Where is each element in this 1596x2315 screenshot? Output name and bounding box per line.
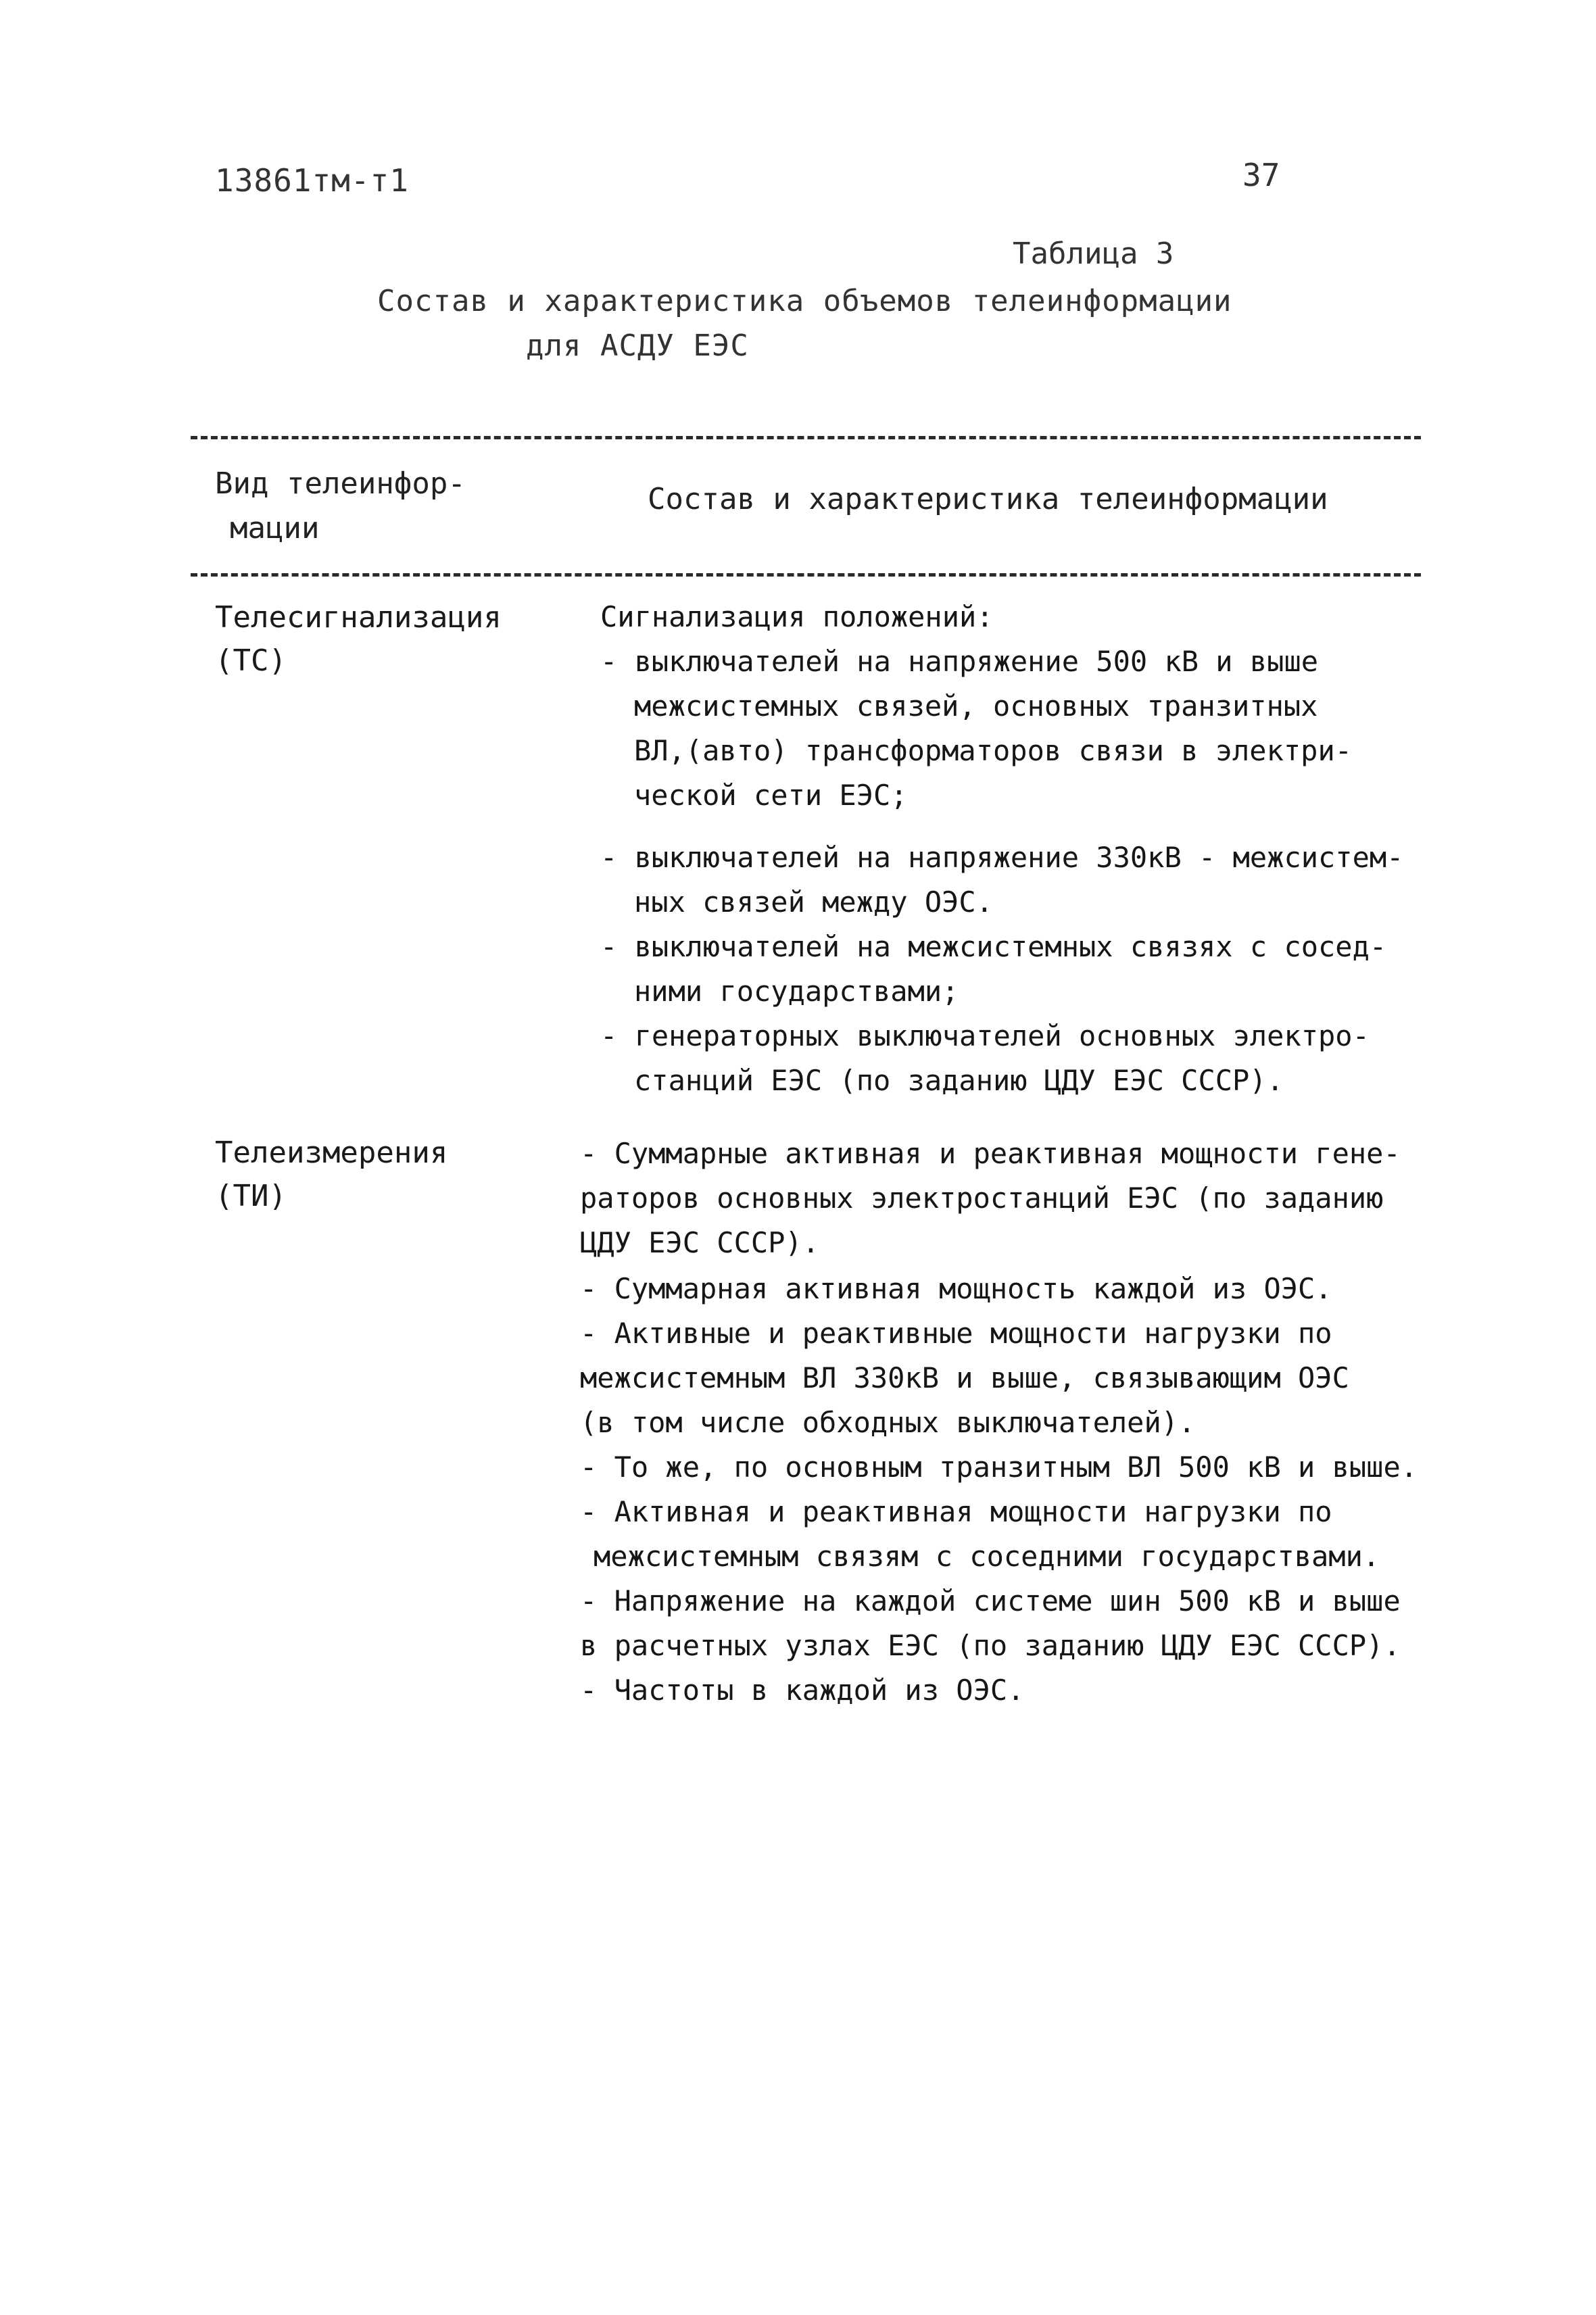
table-caption-line-2: для АСДУ ЕЭС <box>526 328 749 363</box>
row-ti-line: ЦДУ ЕЭС СССР). <box>580 1226 820 1259</box>
row-ts-line: станций ЕЭС (по заданию ЦДУ ЕЭС СССР). <box>634 1064 1284 1097</box>
row-ti-line: в расчетных узлах ЕЭС (по заданию ЦДУ ЕЭС СССР). <box>580 1629 1401 1662</box>
row-ts-line: - выключателей на напряжение 500 кВ и выше <box>600 645 1319 678</box>
row-ts-line: - выключателей на межсистемных связях с сосед- <box>600 930 1387 963</box>
column-header-type-line-2: мации <box>230 511 320 545</box>
row-ti-line: - Активные и реактивные мощности нагрузки по <box>580 1317 1332 1350</box>
row-ts-line: Сигнализация положений: <box>600 600 994 633</box>
row-ti-line: (в том числе обходных выключателей). <box>580 1406 1196 1439</box>
table-caption-line-1: Состав и характеристика объемов телеинформации <box>377 284 1232 318</box>
row-ts-line: ческой сети ЕЭС; <box>634 779 908 812</box>
column-header-description: Состав и характеристика телеинформации <box>648 482 1328 516</box>
row-ti-line: - Частоты в каждой из ОЭС. <box>580 1674 1025 1707</box>
column-header-type-line-1: Вид телеинфор- <box>215 466 466 501</box>
row-ts-line: межсистемных связей, основных транзитных <box>634 689 1318 723</box>
row-ti-type-line-2: (ТИ) <box>215 1179 287 1213</box>
row-ts-line: ними государствами; <box>634 975 959 1008</box>
table-header-rule <box>191 573 1421 577</box>
row-ts-line: ных связей между ОЭС. <box>634 885 994 919</box>
row-ts-line: - генераторных выключателей основных электро- <box>600 1019 1370 1052</box>
row-ts-line: - выключателей на напряжение 330кВ - межсистем- <box>600 841 1404 874</box>
row-ts-type-line-1: Телесигнализация <box>215 600 502 635</box>
row-ti-line: межсистемным ВЛ 330кВ и выше, связывающим ОЭС <box>580 1361 1349 1394</box>
table-number: Таблица 3 <box>1013 237 1174 271</box>
row-ti-line: межсистемным связям с соседними государствами. <box>594 1540 1380 1573</box>
table-top-rule <box>191 436 1421 439</box>
row-ti-type-line-1: Телеизмерения <box>215 1136 448 1170</box>
row-ti-line: - Суммарная активная мощность каждой из ОЭС. <box>580 1272 1332 1305</box>
row-ts-line: ВЛ,(авто) трансформаторов связи в электри- <box>634 734 1353 767</box>
page-number: 37 <box>1242 157 1280 193</box>
row-ts-type-line-2: (ТС) <box>215 643 287 678</box>
row-ti-line: - Суммарные активная и реактивная мощности гене- <box>580 1137 1401 1170</box>
row-ti-line: - Активная и реактивная мощности нагрузки по <box>580 1495 1332 1528</box>
row-ti-line: раторов основных электростанций ЕЭС (по заданию <box>580 1181 1384 1215</box>
document-code: 13861тм-т1 <box>215 162 409 199</box>
row-ti-line: - То же, по основным транзитным ВЛ 500 кВ и выше. <box>580 1451 1418 1484</box>
row-ti-line: - Напряжение на каждой системе шин 500 кВ и выше <box>580 1584 1401 1617</box>
